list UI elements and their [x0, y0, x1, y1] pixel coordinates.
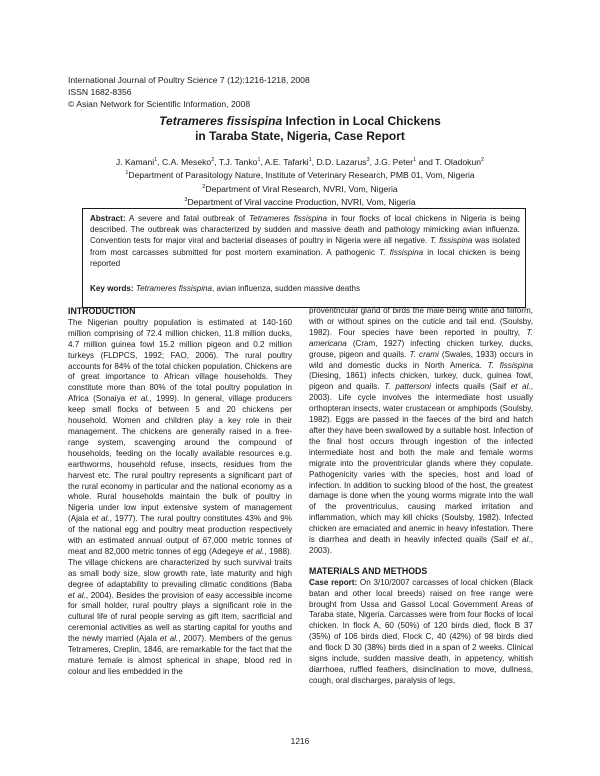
author-name: A.E. Tafarki: [264, 156, 309, 167]
affiliation-marker: 2: [211, 157, 215, 163]
affiliation-2: $^2$Department of Viral Research, NVRI, Vom, Nigeria: [202, 183, 398, 194]
author-name: C.A. Meseko: [161, 156, 212, 167]
affiliation-marker: 1: [257, 157, 261, 163]
body-text: (Cram, 1927) infecting chicken turkey, ducks, grouse, pigeon and quails.: [309, 338, 533, 359]
abstract-text: was isolated from most carcasses submitted for post mortem examination. A pathogenic: [90, 236, 520, 257]
affiliation-marker: 1: [154, 157, 158, 163]
keywords-label: Key words:: [90, 284, 134, 293]
title-line1: Infection in Local Chickens: [282, 114, 441, 128]
body-text: , 2007). Members of the genus Tetrameres, Creplin, 1846, are remarkable for the fact that the mature female is almost spherical in shape, blood red in colour and lies embedded in the: [68, 634, 292, 676]
affiliation-marker: 1: [308, 157, 312, 163]
body-text: , 2003).: [309, 535, 533, 555]
body-italic: et al.: [159, 634, 179, 644]
journal-header: [68, 74, 310, 110]
case-report-label: Case report:: [309, 577, 358, 587]
author-name: J. Kamani: [115, 156, 155, 167]
body-italic: T. fissispina: [487, 360, 533, 370]
author-name: T.J. Tanko: [218, 156, 258, 167]
affiliation-3: $^3$Department of Viral vaccine Production, NVRI, Vom, Nigeria: [184, 196, 416, 207]
methods-heading: MATERIALS AND METHODS: [309, 565, 428, 576]
abstract-text: in local chicken is being reported: [90, 247, 520, 268]
body-italic: et al.: [246, 546, 265, 556]
issn: ISSN 1682-8356: [68, 87, 132, 97]
body-text: , 2004). Besides the provision of easy accessible income for small holder, rural poultry plays a significant role in the cultural life of rural people serving as gift item, sacrificial and ceremonial activities as well as starting capital for youths and the newly married (Ajala: [68, 590, 292, 644]
abstract-italic: T. fissispina: [379, 247, 424, 257]
body-text: The Nigerian poultry population is estimated at 140-160 million comprising of 72.4 million chicken, 11.8 million ducks, 4.7 million guinea fowl 15.2 million pigeon and 0.2 million turkeys (FLDPCS, 1992; FAO, 2006). The rural poultry accounts for 84% of the total chicken population. Chickens are of great importance to African village households. They constitute more than 80% of the total poultry population in Africa (Sonaiya: [68, 317, 292, 404]
paper-title: [0, 114, 600, 144]
affiliation-text: Department of Parasitology Nature, Institute of Veterinary Research, PMB 01, Vom, Nigeria: [128, 170, 475, 181]
affiliation-1: $^1$Department of Parasitology Nature, Institute of Veterinary Research, PMB 01, Vom, Nigeria: [125, 170, 475, 181]
abstract: [90, 213, 520, 269]
affiliation-marker: 2: [481, 157, 485, 163]
abstract-text: in four flocks of local chickens in Nigeria is being described. The outbreak was characterized by sudden and massive death and pathology mimicking avian influenza. Convention tests for major viral and bacterial diseases of poultry in Nigeria were all negative.: [90, 214, 521, 246]
case-report-paragraph: [309, 578, 533, 687]
intro-continued: [309, 306, 533, 557]
body-text: , 2003). Life cycle involves the intermediate host usually orthopteran insects, water crustacean or amphipods (Soulsby, 1982). Eggs are passed in the faeces of the bird and hatch after they have been swallowed by a suitable host. Infection of the final host occurs through ingestion of the infected intermediate host and both the male and female worms migrate into the proventricular glands where they copulate. Pathogenicity varies with the species, host and load of infection. In addition to sucking blood of the host, the greatest damage is done when the young worms migrate into the wall of the proventriculus, causing marked irritation and inflammation, which may kill chicks (Soulsby, 1982). Infected chicken are emaciated and anemic in heavy infestation. There is diarrhea and death in heavily infected quails (Saif: [309, 382, 533, 545]
title-line2: in Taraba State, Nigeria, Case Report: [195, 129, 405, 143]
keywords-text: , avian influenza, sudden massive deaths: [212, 284, 361, 293]
body-italic: T. pattersoni: [384, 382, 431, 392]
keywords: [90, 283, 520, 294]
body-italic: et al.: [91, 514, 110, 524]
body-italic: et al.: [510, 382, 531, 392]
affiliation-text: Department of Viral vaccine Production, NVRI, Vom, Nigeria: [187, 196, 416, 207]
body-text: , 1999). In general, village producers keep small flocks of between 5 and 20 chickens per household. Women and children play a key role in their management. The chickens are generally raised in a free-range system, scavenging around the compound of households, feeding on the locally available resources e.g. earthworms, household refuse, insects, residues from the harvest etc. The rural poultry represents a significant part of the rural economy in particular and the national economy as a whole. Rural households maintain the bulk of poultry in Nigeria under low input extensive system of management (Ajala: [68, 394, 292, 524]
body-text: (Swales, 1933) occurs in wild and domestic ducks in North America.: [309, 349, 534, 370]
body-text: (Diesing, 1861) infects chicken, turkey, duck, guinea fowl, pigeon and quails.: [309, 371, 533, 392]
body-italic: T. crami: [409, 349, 439, 359]
page-number: 1216: [290, 736, 310, 746]
left-column: [68, 306, 292, 678]
keywords-italic: Tetrameres fissispina: [135, 284, 213, 293]
body-text: , 1977). The rural poultry constitutes 43% and 9% of the national egg and poultry meat production respectively with an estimated annual output of 67,000 metric tonnes of meat and 82,000 metric tonnes of egg (Adegeye: [68, 514, 292, 556]
body-text: infects quails (Saif: [430, 382, 511, 392]
intro-paragraph: [68, 318, 292, 678]
affiliation-marker: 3: [366, 157, 370, 163]
body-italic: T. americana: [309, 327, 533, 348]
copyright: © Asian Network for Scientific Information, 2008: [68, 99, 251, 109]
author-name: T. Oladokun: [435, 156, 482, 167]
body-text: , 1988). The village chickens are characterized by such survival traits as small body size, slow growth rate, late maturity and high degree of adaptability to prevailing climatic conditions (Baba: [68, 546, 292, 589]
author-name: D.D. Lazarus: [316, 156, 367, 167]
affiliation-text: Department of Viral Research, NVRI, Vom, Nigeria: [205, 183, 398, 194]
journal-citation: International Journal of Poultry Science 7 (12):1216-1218, 2008: [68, 75, 310, 85]
body-text: proventricular gland of birds the male being white and filiform, with or without spines on the cuticle and tail end. (Soulsby, 1982). Four species have been reported in poultry,: [309, 306, 533, 337]
abstract-italic: Tetrameres fissispina: [249, 214, 327, 223]
affiliation-marker: 1: [413, 157, 417, 163]
abstract-italic: T. fissispina: [429, 236, 473, 246]
body-italic: et al.: [511, 535, 531, 545]
body-italic: et al.: [129, 394, 150, 404]
abstract-label: Abstract:: [90, 214, 126, 223]
author-name: J.G. Peter: [374, 156, 414, 167]
author-list: J. Kamani$^1$, C.A. Meseko$^2$, T.J. Tanko$^1$, A.E. Tafarki$^1$, D.D. Lazarus$^3$, J.G. Peter$^1$ and T. Oladokun$^2$: [115, 156, 485, 167]
abstract-text: A severe and fatal outbreak of: [125, 214, 250, 223]
intro-heading: INTRODUCTION: [68, 306, 136, 316]
author-block: [0, 155, 600, 208]
right-column: [309, 306, 533, 687]
title-species: Tetrameres fissispina: [159, 114, 283, 128]
body-text: On 3/10/2007 carcasses of local chicken (Black batan and other local breeds) raised on free range were brought from Ussa and Gassol Local Government Areas of Taraba state, Nigeria. Carcasses were from four flocks of local chicken. In flock A, 60 (50%) of 120 birds died, flock B 37 (35%) of 106 birds died, Flock C, 40 (42%) of 98 birds died and flock D 30 (38%) birds died in a span of 2 weeks. Clinical signs include, sudden massive death, in appetency, whitish diarrhoea, ruffled feathers, disinclination to move, dullness, cough, oral discharges, paralysis of legs,: [309, 577, 533, 685]
body-italic: et al.: [68, 590, 86, 600]
